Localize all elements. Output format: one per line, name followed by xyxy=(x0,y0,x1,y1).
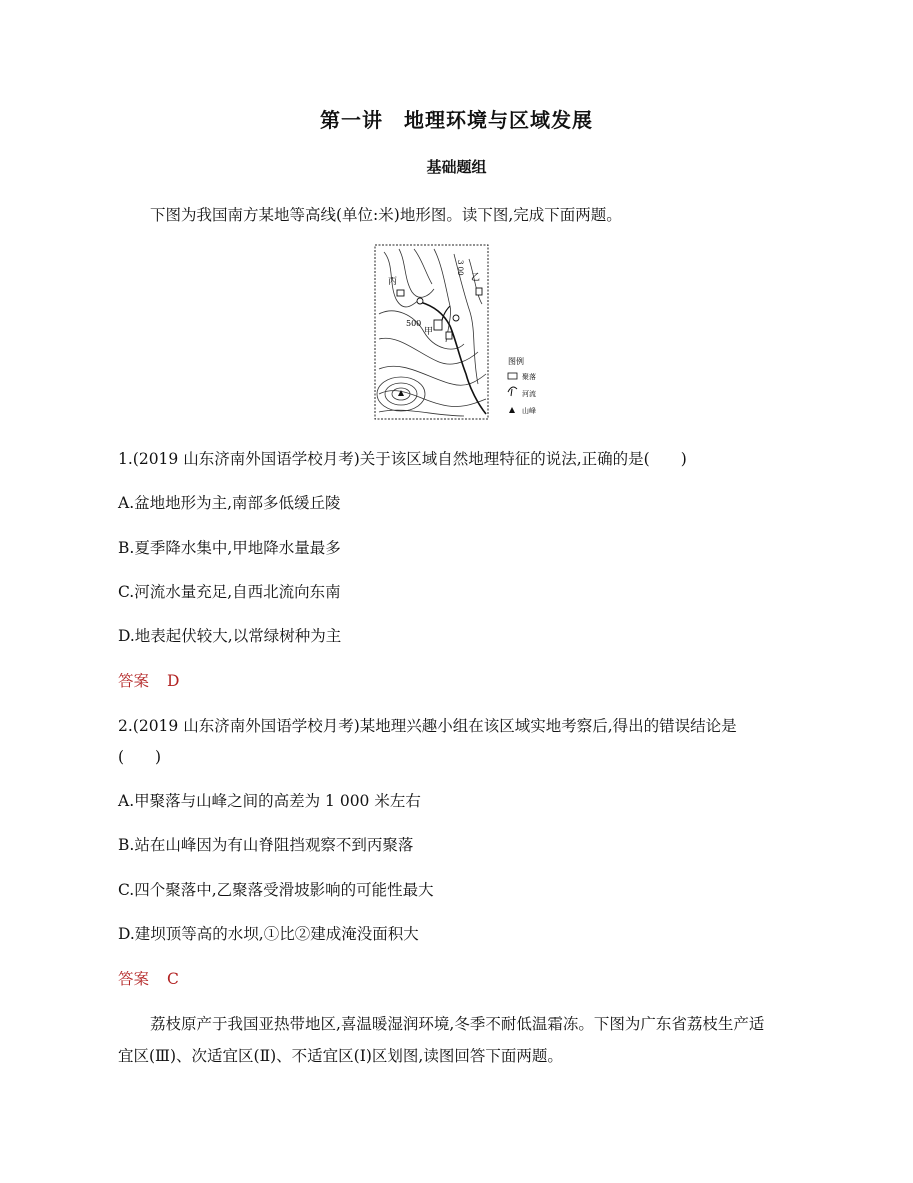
label-jia: 甲 xyxy=(424,327,434,337)
legend-settlement-icon xyxy=(508,373,517,379)
dam-site-1-icon xyxy=(417,298,423,304)
question-2-stem-bracket: ( ) xyxy=(118,748,162,766)
question-1-option-c: C.河流水量充足,自西北流向东南 xyxy=(118,583,341,601)
answer-label: 答案 xyxy=(118,672,150,690)
question-1-option-a: A.盆地地形为主,南部多低缓丘陵 xyxy=(118,494,341,512)
question-2-option-b: B.站在山峰因为有山脊阻挡观察不到丙聚落 xyxy=(118,836,414,854)
legend-river-icon xyxy=(508,387,517,396)
question-1-option-b: B.夏季降水集中,甲地降水量最多 xyxy=(118,539,341,557)
legend-title: 图例 xyxy=(508,357,524,366)
dam-site-2-icon xyxy=(453,315,459,321)
legend-peak-icon xyxy=(509,407,515,413)
answer-label: 答案 xyxy=(118,970,150,988)
legend-settlement-label: 聚落 xyxy=(522,373,536,381)
label-contour-300: 3 00 xyxy=(456,260,464,276)
question-2-stem: 2.(2019 山东济南外国语学校月考)某地理兴趣小组在该区域实地考察后,得出的错误结论是 xyxy=(118,717,737,735)
contour-map xyxy=(374,244,554,424)
answer-value: D xyxy=(167,672,180,690)
question-2-answer xyxy=(118,967,179,989)
lychee-paragraph-line-2: 宜区(Ⅲ)、次适宜区(Ⅱ)、不适宜区(Ⅰ)区划图,读图回答下面两题。 xyxy=(118,1047,563,1065)
question-2-option-d: D.建坝顶等高的水坝,①比②建成淹没面积大 xyxy=(118,925,419,943)
legend-peak-label: 山峰 xyxy=(522,407,536,415)
map-legend xyxy=(508,356,536,415)
lychee-paragraph-line-1: 荔枝原产于我国亚热带地区,喜温暖湿润环境,冬季不耐低温霜冻。下图为广东省荔枝生产适 xyxy=(150,1015,765,1033)
question-2-option-c: C.四个聚落中,乙聚落受滑坡影响的可能性最大 xyxy=(118,881,434,899)
label-contour-500: 500 xyxy=(406,319,422,328)
settlement-4-icon xyxy=(446,332,452,339)
legend-river-label: 河流 xyxy=(522,390,536,398)
label-yi: 乙 xyxy=(471,273,481,283)
answer-value: C xyxy=(167,970,179,988)
settlement-jia-icon xyxy=(434,320,442,330)
label-bing: 丙 xyxy=(388,277,398,287)
settlement-yi-icon xyxy=(476,288,482,295)
question-1-stem: 1.(2019 山东济南外国语学校月考)关于该区域自然地理特征的说法,正确的是( ) xyxy=(118,450,687,468)
intro-paragraph: 下图为我国南方某地等高线(单位:米)地形图。读下图,完成下面两题。 xyxy=(150,206,622,224)
page-title: 第一讲 地理环境与区域发展 xyxy=(320,108,593,132)
question-1-answer xyxy=(118,669,179,691)
settlement-bing-icon xyxy=(397,290,404,296)
question-2-option-a: A.甲聚落与山峰之间的高差为 1 000 米左右 xyxy=(118,792,421,810)
question-1-option-d: D.地表起伏较大,以常绿树种为主 xyxy=(118,627,342,645)
section-subtitle: 基础题组 xyxy=(426,158,487,176)
